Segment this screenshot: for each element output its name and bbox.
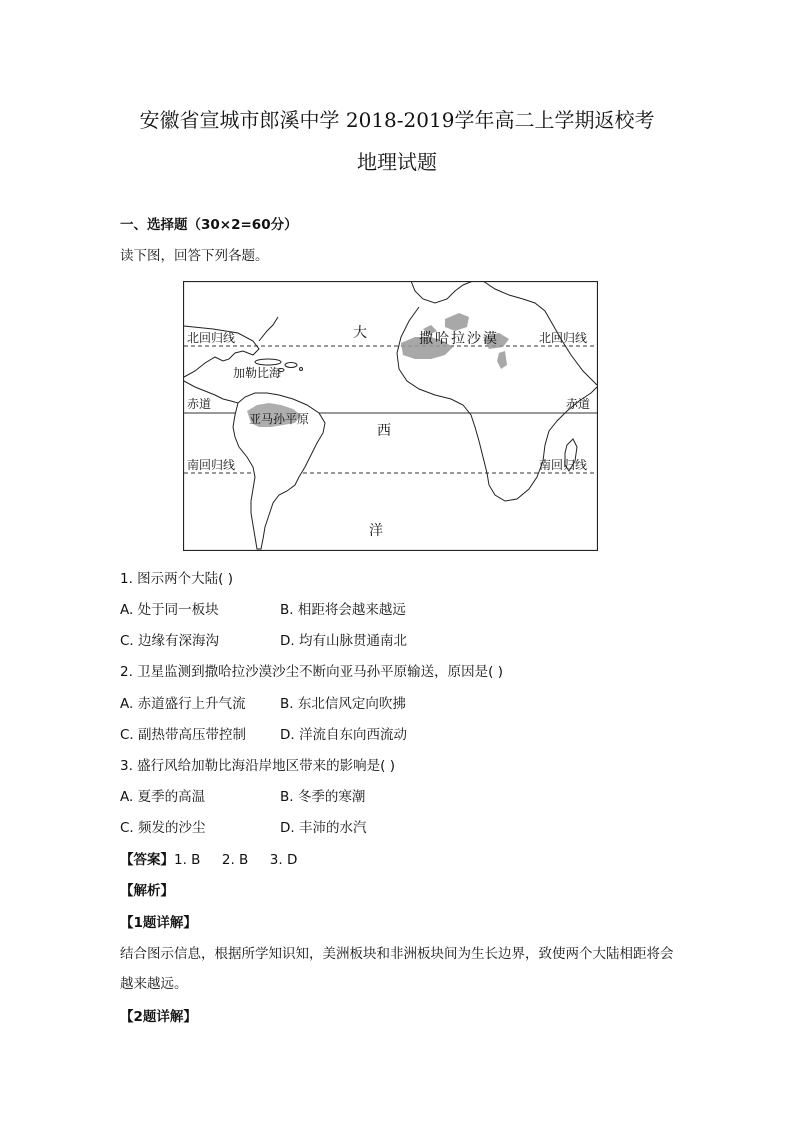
answer-line bbox=[120, 850, 297, 870]
label-sahara-desert: 撒哈拉沙漠 bbox=[419, 331, 499, 347]
analysis-q1-heading: 【1题详解】 bbox=[120, 915, 197, 931]
question-1-stem: 1. 图示两个大陆( ) bbox=[120, 571, 233, 587]
question-2-option-a: A. 赤道盛行上升气流 bbox=[120, 696, 246, 712]
question-2-option-d: D. 洋流自东向西流动 bbox=[280, 727, 407, 743]
question-1-option-a: A. 处于同一板块 bbox=[120, 602, 219, 618]
analysis-label: 【解析】 bbox=[120, 883, 174, 899]
question-2-option-b: B. 东北信风定向吹拂 bbox=[280, 696, 406, 712]
question-2-option-c: C. 副热带高压带控制 bbox=[120, 727, 247, 743]
label-amazon-plain: 亚马孙平原 bbox=[249, 412, 310, 426]
doc-title-line1: 安徽省宣城市郎溪中学 2018-2019学年高二上学期返校考 bbox=[139, 108, 655, 132]
label-equator-left: 赤道 bbox=[187, 397, 212, 411]
question-1-option-d: D. 均有山脉贯通南北 bbox=[280, 633, 407, 649]
answer-text: 1. B 2. B 3. D bbox=[174, 852, 298, 868]
question-2-stem: 2. 卫星监测到撒哈拉沙漠沙尘不断向亚马孙平原输送，原因是( ) bbox=[120, 664, 503, 680]
question-1-option-c: C. 边缘有深海沟 bbox=[120, 633, 220, 649]
label-tropic-capricorn-right: 南回归线 bbox=[539, 458, 588, 472]
doc-title-line2: 地理试题 bbox=[357, 150, 437, 174]
label-tropic-cancer-left: 北回归线 bbox=[187, 331, 236, 345]
label-ocean-xi: 西 bbox=[377, 423, 391, 439]
section-intro: 读下图，回答下列各题。 bbox=[120, 248, 269, 264]
analysis-q1-text: 结合图示信息，根据所学知识知，美洲板块和非洲板块间为生长边界，致使两个大陆相距将会越来越远。 bbox=[120, 946, 674, 992]
question-1-option-b: B. 相距将会越来越远 bbox=[280, 602, 406, 618]
label-equator-right: 赤道 bbox=[566, 397, 591, 411]
label-caribbean-sea: 加勒比海 bbox=[233, 366, 282, 380]
label-ocean-da: 大 bbox=[353, 325, 367, 341]
section-heading: 一、选择题（30×2=60分） bbox=[120, 217, 298, 233]
atlantic-map-figure bbox=[183, 281, 598, 551]
question-3-option-c: C. 频发的沙尘 bbox=[120, 820, 206, 836]
answer-label: 【答案】 bbox=[120, 852, 174, 868]
analysis-q2-heading: 【2题详解】 bbox=[120, 1009, 197, 1025]
question-3-option-b: B. 冬季的寒潮 bbox=[280, 789, 366, 805]
label-tropic-cancer-right: 北回归线 bbox=[539, 331, 588, 345]
question-3-stem: 3. 盛行风给加勒比海沿岸地区带来的影响是( ) bbox=[120, 758, 395, 774]
question-3-option-a: A. 夏季的高温 bbox=[120, 789, 206, 805]
question-3-option-d: D. 丰沛的水汽 bbox=[280, 820, 367, 836]
label-tropic-capricorn-left: 南回归线 bbox=[187, 458, 236, 472]
label-ocean-yang: 洋 bbox=[369, 523, 383, 539]
